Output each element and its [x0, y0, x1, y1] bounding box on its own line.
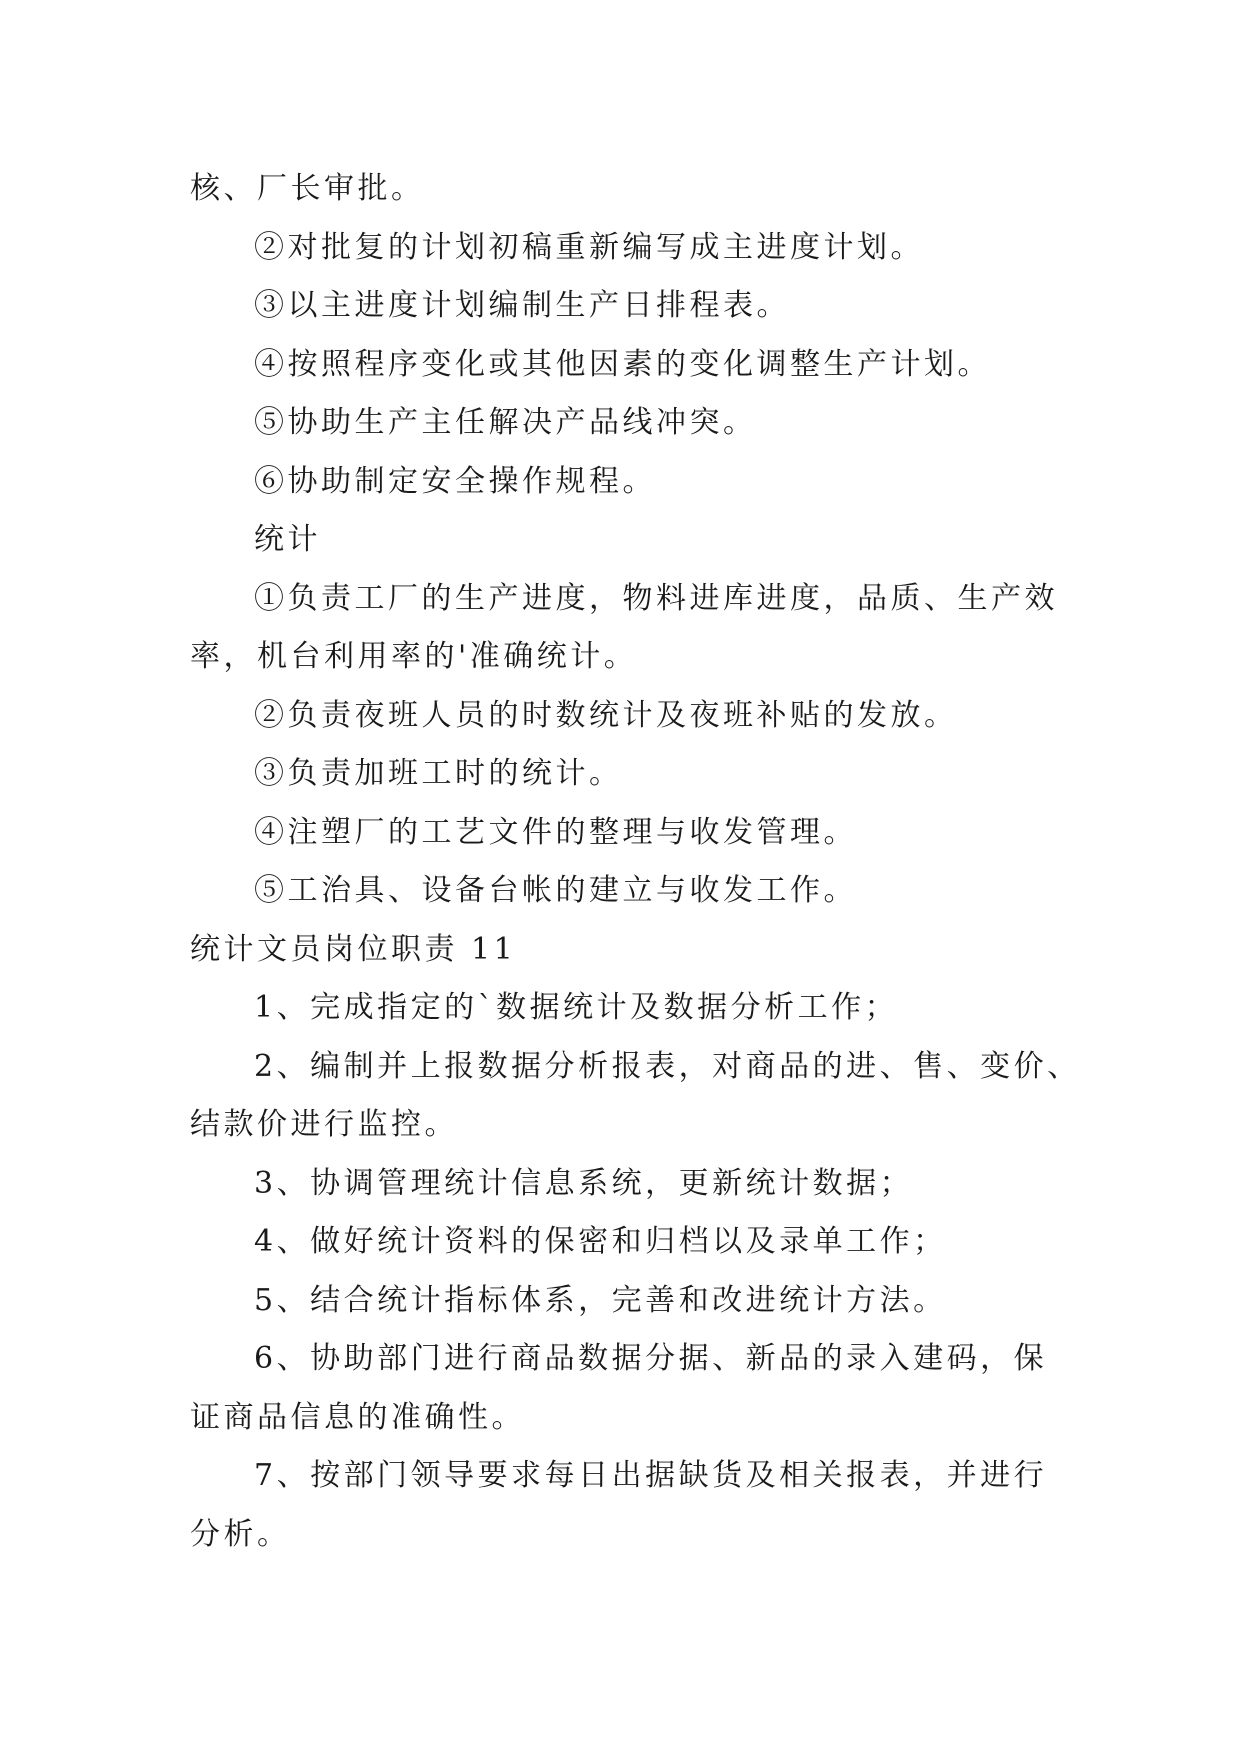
text-line: ⑤工治具、设备台帐的建立与收发工作。 — [254, 873, 857, 908]
text-line: 6、协助部门进行商品数据分据、新品的录入建码，保 — [254, 1341, 1048, 1376]
text-line: ③以主进度计划编制生产日排程表。 — [254, 288, 790, 323]
section-title: 统计文员岗位职责 11 — [190, 931, 517, 967]
text-line: 率，机台利用率的'准确统计。 — [190, 639, 638, 674]
text-line: ②对批复的计划初稿重新编写成主进度计划。 — [254, 229, 924, 265]
text-line: 核、厂长审批。 — [190, 171, 425, 206]
text-line: ⑤协助生产主任解决产品线冲突。 — [254, 405, 757, 440]
section-heading: 统计 — [254, 522, 321, 557]
text-line: 分析。 — [190, 1516, 291, 1552]
text-line: 4、做好统计资料的保密和归档以及录单工作； — [254, 1224, 947, 1259]
text-line: 3、协调管理统计信息系统，更新统计数据； — [254, 1165, 914, 1201]
text-line: ④注塑厂的工艺文件的整理与收发管理。 — [254, 814, 857, 850]
text-line: ②负责夜班人员的时数统计及夜班补贴的发放。 — [254, 697, 958, 733]
text-line: ①负责工厂的生产进度，物料进库进度，品质、生产效 — [254, 580, 1058, 616]
text-line: 1、完成指定的`数据统计及数据分析工作； — [254, 990, 899, 1025]
text-line: 证商品信息的准确性。 — [190, 1399, 525, 1435]
text-line: 7、按部门领导要求每日出据缺货及相关报表，并进行 — [254, 1458, 1048, 1493]
text-line: 5、结合统计指标体系，完善和改进统计方法。 — [254, 1282, 947, 1318]
text-line: ⑥协助制定安全操作规程。 — [254, 463, 656, 499]
text-line: ④按照程序变化或其他因素的变化调整生产计划。 — [254, 346, 991, 382]
document-body — [190, 160, 1081, 1564]
text-line: ③负责加班工时的统计。 — [254, 756, 623, 791]
text-line: 结款价进行监控。 — [190, 1107, 458, 1142]
text-line: 2、编制并上报数据分析报表，对商品的进、售、变价、 — [254, 1048, 1081, 1084]
